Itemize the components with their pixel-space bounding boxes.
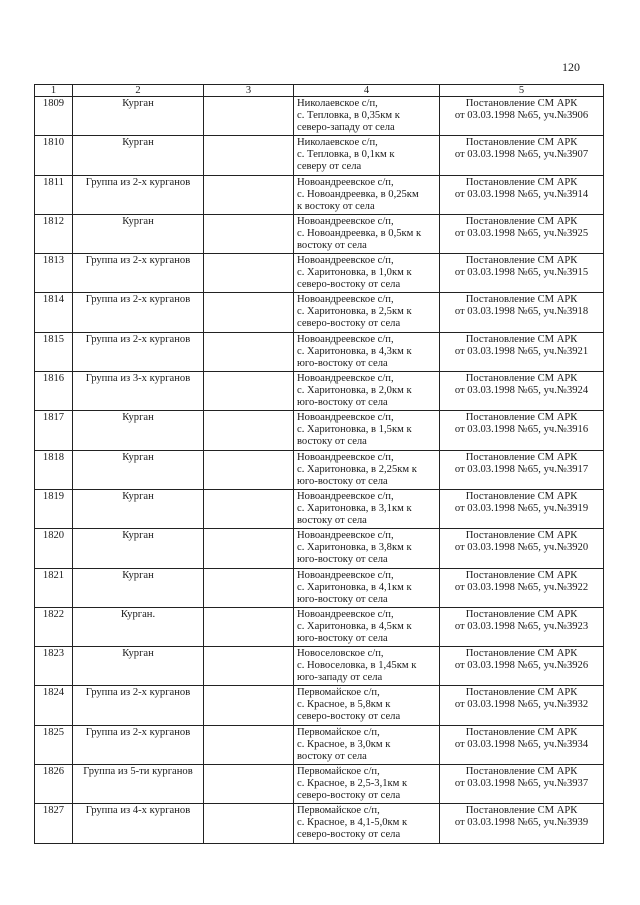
decree-cell [440, 372, 604, 411]
row-number-cell: 1820 [35, 529, 73, 568]
monument-name-cell: Курган [73, 136, 204, 175]
monuments-registry-table [34, 84, 604, 844]
table-row [35, 214, 604, 253]
location-cell [294, 175, 440, 214]
location-cell [294, 765, 440, 804]
decree-line: Постановление СМ АРК [465, 766, 578, 778]
monument-name-cell: Группа из 2-х курганов [73, 686, 204, 725]
monument-name-cell: Курган [73, 214, 204, 253]
location-cell [294, 529, 440, 568]
location-line: востоку от села [297, 436, 367, 448]
location-cell [294, 97, 440, 136]
table-row [35, 568, 604, 607]
location-line: северо-западу от села [297, 122, 395, 133]
location-line: Новоандреевское с/п, [297, 530, 394, 542]
location-line: северо-востоку от села [297, 318, 401, 330]
row-number-cell: 1821 [35, 568, 73, 607]
empty-cell [204, 136, 294, 175]
table-row [35, 411, 604, 450]
table-row [35, 450, 604, 489]
empty-cell [204, 332, 294, 371]
location-cell [294, 293, 440, 332]
decree-cell [440, 804, 604, 843]
location-line: с. Тепловка, в 0,35км к [297, 110, 400, 121]
empty-cell [204, 293, 294, 332]
decree-line: Постановление СМ АРК [465, 333, 578, 345]
monument-name-cell: Курган [73, 647, 204, 686]
decree-cell [440, 175, 604, 214]
column-header-5: 5 [440, 85, 604, 97]
table-row [35, 254, 604, 293]
location-line: с. Новоселовка, в 1,45км к [297, 660, 417, 672]
location-line: с. Красное, в 4,1-5,0км к [297, 817, 408, 829]
empty-cell [204, 529, 294, 568]
location-line: Новоандреевское с/п, [297, 490, 394, 502]
decree-cell [440, 765, 604, 804]
decree-cell [440, 450, 604, 489]
decree-line: Постановление СМ АРК [465, 530, 578, 542]
decree-cell [440, 647, 604, 686]
location-line: северо-востоку от села [297, 790, 401, 802]
row-number-cell: 1817 [35, 411, 73, 450]
decree-line: Постановление СМ АРК [465, 98, 578, 109]
location-line: северу от села [297, 161, 362, 173]
monument-name-cell: Курган [73, 489, 204, 528]
location-line: Первомайское с/п, [297, 766, 380, 778]
decree-cell [440, 332, 604, 371]
empty-cell [204, 254, 294, 293]
location-line: к востоку от села [297, 200, 375, 212]
location-cell [294, 607, 440, 646]
empty-cell [204, 686, 294, 725]
decree-cell [440, 97, 604, 136]
empty-cell [204, 175, 294, 214]
location-line: с. Новоандреевка, в 0,25км [297, 188, 419, 200]
row-number-cell: 1813 [35, 254, 73, 293]
location-line: Новоандреевское с/п, [297, 569, 394, 581]
empty-cell [204, 411, 294, 450]
decree-line: Постановление СМ АРК [465, 726, 578, 738]
row-number-cell: 1809 [35, 97, 73, 136]
decree-line: от 03.03.1998 №65, уч.№3920 [454, 542, 589, 554]
empty-cell [204, 725, 294, 764]
table-row [35, 804, 604, 843]
decree-line: Постановление СМ АРК [465, 255, 578, 267]
location-line: Новоандреевское с/п, [297, 294, 394, 306]
row-number-cell: 1814 [35, 293, 73, 332]
table-row [35, 765, 604, 804]
decree-line: Постановление СМ АРК [465, 294, 578, 306]
column-header-3: 3 [204, 85, 294, 97]
table-row [35, 607, 604, 646]
location-line: с. Харитоновка, в 3,1км к [297, 502, 412, 514]
decree-line: Постановление СМ АРК [465, 137, 578, 149]
location-line: юго-западу от села [297, 672, 383, 684]
location-line: Новоандреевское с/п, [297, 451, 394, 463]
decree-line: Постановление СМ АРК [465, 569, 578, 581]
table-row [35, 175, 604, 214]
location-line: с. Харитоновка, в 2,5км к [297, 306, 412, 318]
decree-cell [440, 293, 604, 332]
location-line: с. Красное, в 5,8км к [297, 699, 391, 711]
decree-line: Постановление СМ АРК [465, 451, 578, 463]
decree-line: от 03.03.1998 №65, уч.№3919 [454, 502, 589, 514]
decree-cell [440, 411, 604, 450]
monument-name-cell: Группа из 5-ти курганов [73, 765, 204, 804]
decree-line: Постановление СМ АРК [465, 373, 578, 385]
table-row [35, 136, 604, 175]
decree-line: от 03.03.1998 №65, уч.№3924 [454, 385, 589, 397]
decree-line: от 03.03.1998 №65, уч.№3914 [454, 188, 589, 200]
table-row [35, 489, 604, 528]
decree-cell [440, 254, 604, 293]
location-line: с. Красное, в 2,5-3,1км к [297, 778, 408, 790]
row-number-cell: 1816 [35, 372, 73, 411]
location-line: Новоандреевское с/п, [297, 333, 394, 345]
monument-name-cell: Курган [73, 529, 204, 568]
empty-cell [204, 214, 294, 253]
monument-name-cell: Курган [73, 411, 204, 450]
empty-cell [204, 489, 294, 528]
location-cell [294, 136, 440, 175]
table-row [35, 97, 604, 136]
location-line: Николаевское с/п, [297, 98, 378, 109]
decree-line: от 03.03.1998 №65, уч.№3926 [454, 660, 589, 672]
table-header-row [35, 85, 604, 97]
decree-line: от 03.03.1998 №65, уч.№3934 [454, 738, 589, 750]
location-cell [294, 332, 440, 371]
location-line: Новоандреевское с/п, [297, 255, 394, 267]
row-number-cell: 1818 [35, 450, 73, 489]
location-line: северо-востоку от села [297, 829, 401, 841]
row-number-cell: 1823 [35, 647, 73, 686]
column-header-4: 4 [294, 85, 440, 97]
decree-line: Постановление СМ АРК [465, 490, 578, 502]
monument-name-cell: Группа из 2-х курганов [73, 254, 204, 293]
monument-name-cell: Группа из 2-х курганов [73, 175, 204, 214]
table-row [35, 293, 604, 332]
location-line: Новоандреевское с/п, [297, 412, 394, 424]
empty-cell [204, 765, 294, 804]
empty-cell [204, 607, 294, 646]
location-line: юго-востоку от села [297, 554, 388, 566]
monument-name-cell: Курган [73, 97, 204, 136]
monument-name-cell: Группа из 4-х курганов [73, 804, 204, 843]
location-line: с. Харитоновка, в 2,25км к [297, 463, 417, 475]
page-number: 120 [562, 60, 580, 74]
location-cell [294, 489, 440, 528]
location-line: с. Харитоновка, в 3,8км к [297, 542, 412, 554]
table-row [35, 332, 604, 371]
location-line: с. Харитоновка, в 2,0км к [297, 385, 412, 397]
location-cell [294, 647, 440, 686]
decree-line: от 03.03.1998 №65, уч.№3939 [454, 817, 589, 829]
location-cell [294, 450, 440, 489]
location-line: Новоандреевское с/п, [297, 373, 394, 385]
decree-line: от 03.03.1998 №65, уч.№3921 [454, 345, 589, 357]
row-number-cell: 1811 [35, 175, 73, 214]
decree-line: Постановление СМ АРК [465, 687, 578, 699]
empty-cell [204, 647, 294, 686]
decree-cell [440, 568, 604, 607]
table-row [35, 647, 604, 686]
location-line: востоку от села [297, 239, 367, 251]
monument-name-cell: Курган [73, 450, 204, 489]
empty-cell [204, 450, 294, 489]
location-line: с. Красное, в 3,0км к [297, 738, 391, 750]
row-number-cell: 1827 [35, 804, 73, 843]
location-line: Новоандреевское с/п, [297, 608, 394, 620]
location-line: юго-востоку от села [297, 475, 388, 487]
location-cell [294, 411, 440, 450]
monument-name-cell: Группа из 2-х курганов [73, 293, 204, 332]
decree-line: от 03.03.1998 №65, уч.№3916 [454, 424, 589, 436]
location-line: с. Харитоновка, в 4,3км к [297, 345, 412, 357]
location-line: Первомайское с/п, [297, 726, 380, 738]
location-line: юго-востоку от села [297, 593, 388, 605]
monument-name-cell: Курган [73, 568, 204, 607]
location-line: востоку от села [297, 750, 367, 762]
location-cell [294, 725, 440, 764]
decree-line: от 03.03.1998 №65, уч.№3923 [454, 620, 589, 632]
location-line: юго-востоку от села [297, 357, 388, 369]
decree-line: от 03.03.1998 №65, уч.№3925 [454, 227, 589, 239]
decree-line: от 03.03.1998 №65, уч.№3906 [454, 110, 589, 121]
location-line: Новоселовское с/п, [297, 648, 384, 660]
row-number-cell: 1824 [35, 686, 73, 725]
empty-cell [204, 804, 294, 843]
monument-name-cell: Группа из 2-х курганов [73, 332, 204, 371]
decree-cell [440, 686, 604, 725]
location-line: с. Харитоновка, в 4,1км к [297, 581, 412, 593]
location-cell [294, 372, 440, 411]
location-cell [294, 686, 440, 725]
decree-line: от 03.03.1998 №65, уч.№3918 [454, 306, 589, 318]
decree-line: Постановление СМ АРК [465, 412, 578, 424]
decree-line: от 03.03.1998 №65, уч.№3907 [454, 149, 589, 161]
decree-line: от 03.03.1998 №65, уч.№3917 [454, 463, 589, 475]
row-number-cell: 1812 [35, 214, 73, 253]
location-cell [294, 804, 440, 843]
decree-line: от 03.03.1998 №65, уч.№3932 [454, 699, 589, 711]
row-number-cell: 1825 [35, 725, 73, 764]
row-number-cell: 1815 [35, 332, 73, 371]
table-row [35, 529, 604, 568]
row-number-cell: 1819 [35, 489, 73, 528]
row-number-cell: 1826 [35, 765, 73, 804]
location-line: востоку от села [297, 514, 367, 526]
location-line: юго-востоку от села [297, 397, 388, 409]
empty-cell [204, 97, 294, 136]
decree-line: Постановление СМ АРК [465, 176, 578, 188]
row-number-cell: 1822 [35, 607, 73, 646]
location-line: с. Тепловка, в 0,1км к [297, 149, 395, 161]
decree-line: от 03.03.1998 №65, уч.№3922 [454, 581, 589, 593]
location-line: северо-востоку от села [297, 711, 401, 723]
location-cell [294, 254, 440, 293]
location-line: Первомайское с/п, [297, 805, 380, 817]
location-line: с. Харитоновка, в 1,5км к [297, 424, 412, 436]
row-number-cell: 1810 [35, 136, 73, 175]
table-row [35, 372, 604, 411]
decree-line: Постановление СМ АРК [465, 215, 578, 227]
location-line: Первомайское с/п, [297, 687, 380, 699]
location-line: Новоандреевское с/п, [297, 176, 394, 188]
table-row [35, 686, 604, 725]
decree-cell [440, 529, 604, 568]
location-line: северо-востоку от села [297, 279, 401, 291]
monument-name-cell: Курган. [73, 607, 204, 646]
decree-cell [440, 725, 604, 764]
decree-cell [440, 214, 604, 253]
empty-cell [204, 372, 294, 411]
decree-line: Постановление СМ АРК [465, 805, 578, 817]
decree-line: от 03.03.1998 №65, уч.№3915 [454, 267, 589, 279]
location-cell [294, 214, 440, 253]
location-cell [294, 568, 440, 607]
decree-cell [440, 607, 604, 646]
decree-line: Постановление СМ АРК [465, 608, 578, 620]
empty-cell [204, 568, 294, 607]
monument-name-cell: Группа из 3-х курганов [73, 372, 204, 411]
location-line: Новоандреевское с/п, [297, 215, 394, 227]
table-row [35, 725, 604, 764]
location-line: с. Новоандреевка, в 0,5км к [297, 227, 422, 239]
decree-cell [440, 489, 604, 528]
location-line: с. Харитоновка, в 1,0км к [297, 267, 412, 279]
location-line: с. Харитоновка, в 4,5км к [297, 620, 412, 632]
monument-name-cell: Группа из 2-х курганов [73, 725, 204, 764]
decree-cell [440, 136, 604, 175]
location-line: Николаевское с/п, [297, 137, 378, 149]
location-line: юго-востоку от села [297, 632, 388, 644]
column-header-2: 2 [73, 85, 204, 97]
decree-line: Постановление СМ АРК [465, 648, 578, 660]
decree-line: от 03.03.1998 №65, уч.№3937 [454, 778, 589, 790]
column-header-1: 1 [35, 85, 73, 97]
